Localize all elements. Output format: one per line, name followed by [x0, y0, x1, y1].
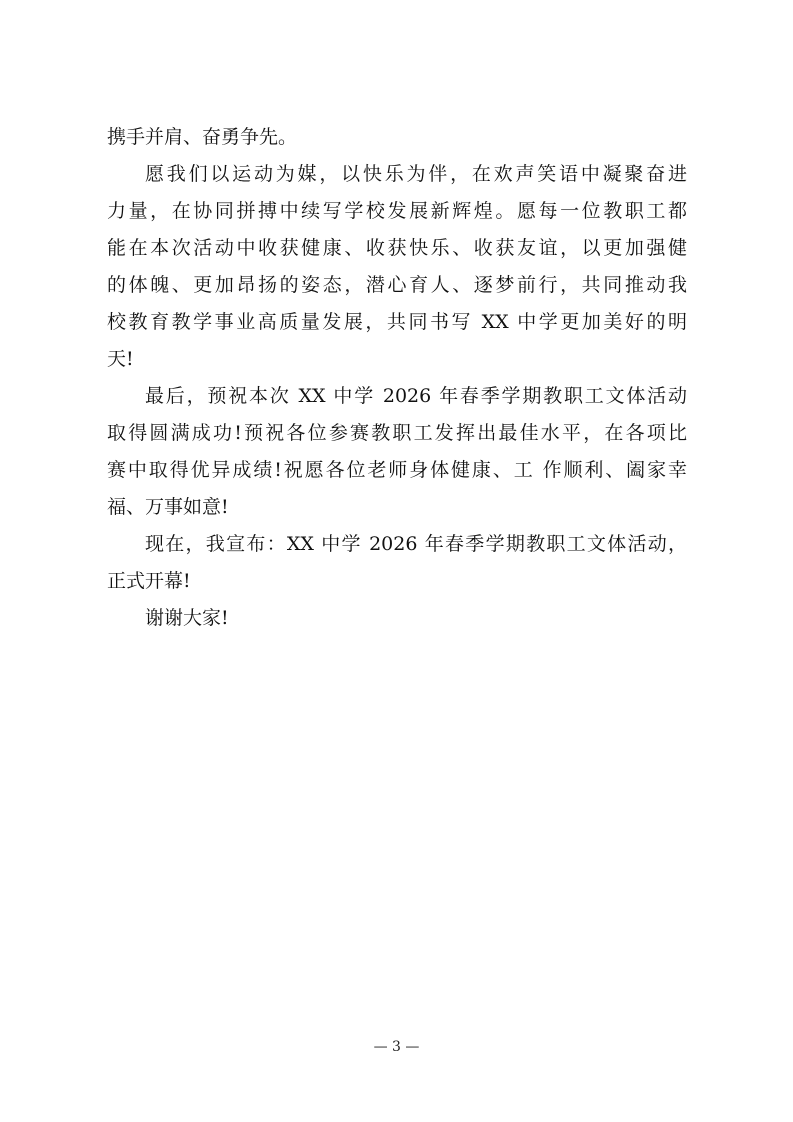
paragraph-line: 正式开幕! [107, 570, 191, 592]
paragraph-line: 力量，在协同拼搏中续写学校发展新辉煌。愿每一位教职工都 [107, 200, 687, 222]
paragraph-line: 谢谢大家! [145, 607, 229, 629]
paragraph-line: 福、万事如意! [107, 496, 229, 518]
paragraph-line: 赛中取得优异成绩!祝愿各位老师身体健康、工 作顺利、阖家幸 [107, 459, 687, 481]
paragraph-line: 愿我们以运动为媒，以快乐为伴，在欢声笑语中凝聚奋进 [145, 163, 687, 185]
page-number: — 3 — [373, 1039, 420, 1055]
paragraph-line: 取得圆满成功!预祝各位参赛教职工发挥出最佳水平，在各项比 [107, 422, 687, 444]
paragraph-line: 能在本次活动中收获健康、收获快乐、收获友谊，以更加强健 [107, 237, 687, 259]
paragraph-line: 的体魄、更加昂扬的姿态，潜心育人、逐梦前行，共同推动我 [107, 274, 687, 296]
paragraph-line: 校教育教学事业高质量发展，共同书写 XX 中学更加美好的明 [107, 311, 687, 333]
body-text [107, 119, 687, 637]
paragraph-line: 现在，我宣布：XX 中学 2026 年春季学期教职工文体活动， [145, 533, 687, 555]
paragraph-line: 天! [107, 348, 134, 370]
paragraph-line: 最后，预祝本次 XX 中学 2026 年春季学期教职工文体活动 [145, 385, 687, 407]
text-line: 携手并肩、奋勇争先。 [107, 126, 298, 148]
